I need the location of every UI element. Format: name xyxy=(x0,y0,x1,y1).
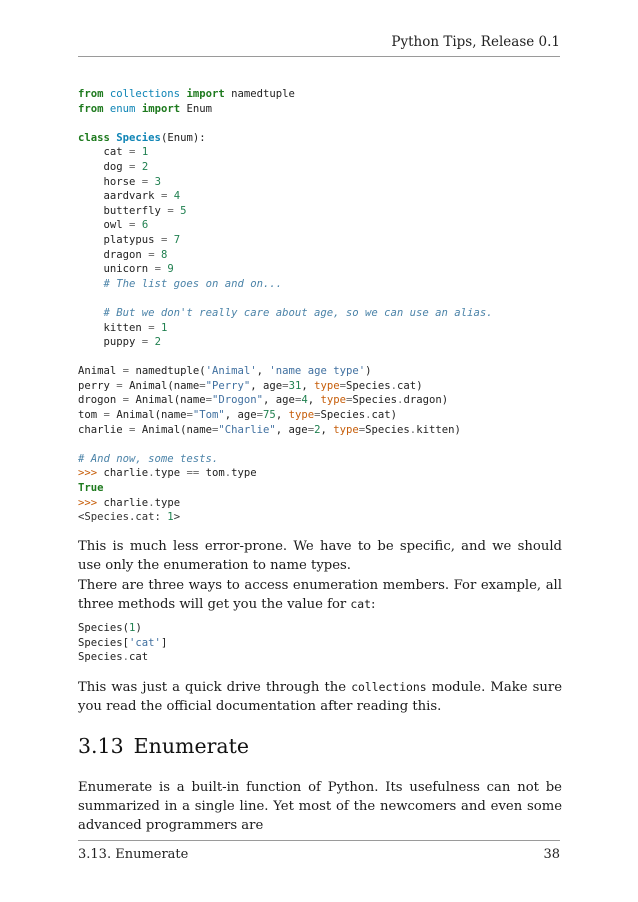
paragraph-enumerate-intro: Enumerate is a built-in function of Python. Its usefulness can not be summarized in a single line. Yet most of the newcomers and even some advanced programmers are xyxy=(78,780,562,833)
running-header xyxy=(78,34,560,57)
section-heading xyxy=(78,734,249,758)
paragraph-collections-summary: This was just a quick drive through the collections module. Make sure you read the official documentation after reading this. xyxy=(78,680,562,714)
inline-code-collections: collections xyxy=(351,680,427,694)
section-title: Enumerate xyxy=(133,734,249,758)
paragraph-error-prone: This is much less error-prone. We have to be specific, and we should use only the enumeration to name types. xyxy=(78,539,562,573)
paragraph-access-methods: There are three ways to access enumeration members. For example, all three methods will get you the value for cat: xyxy=(78,578,562,612)
page-number: 38 xyxy=(543,847,560,862)
code-block-enum-example: from collections import namedtuple from enum import Enum class Species(Enum): cat = 1 dog = 2 horse = 3 aardvark = 4 butterfly = 5 owl = 6 platypus = 7 dragon = 8 unicorn = 9 # The list goes on and on... # But we don't really care about age, so we can use an alias. kitten = 1 puppy = 2 Animal = namedtuple('Animal', 'name age type') perry = Animal(name="Perry", age=31, type=Species.cat) drogon = Animal(name="Drogon", age=4, type=Species.dragon) tom = Animal(name="Tom", age=75, type=Species.cat) charlie = Animal(name="Charlie", age=2, type=Species.kitten) # And now, some tests. >>> charlie.type == tom.type True >>> charlie.type <Species.cat: 1> xyxy=(78,88,493,524)
footer-section-label: 3.13. Enumerate xyxy=(78,847,189,862)
inline-code-cat: cat xyxy=(350,597,371,611)
section-number: 3.13 xyxy=(78,734,124,758)
page-footer xyxy=(78,840,560,862)
code-block-access-examples: Species(1) Species['cat'] Species.cat xyxy=(78,622,168,664)
running-title: Python Tips, Release 0.1 xyxy=(391,34,560,50)
